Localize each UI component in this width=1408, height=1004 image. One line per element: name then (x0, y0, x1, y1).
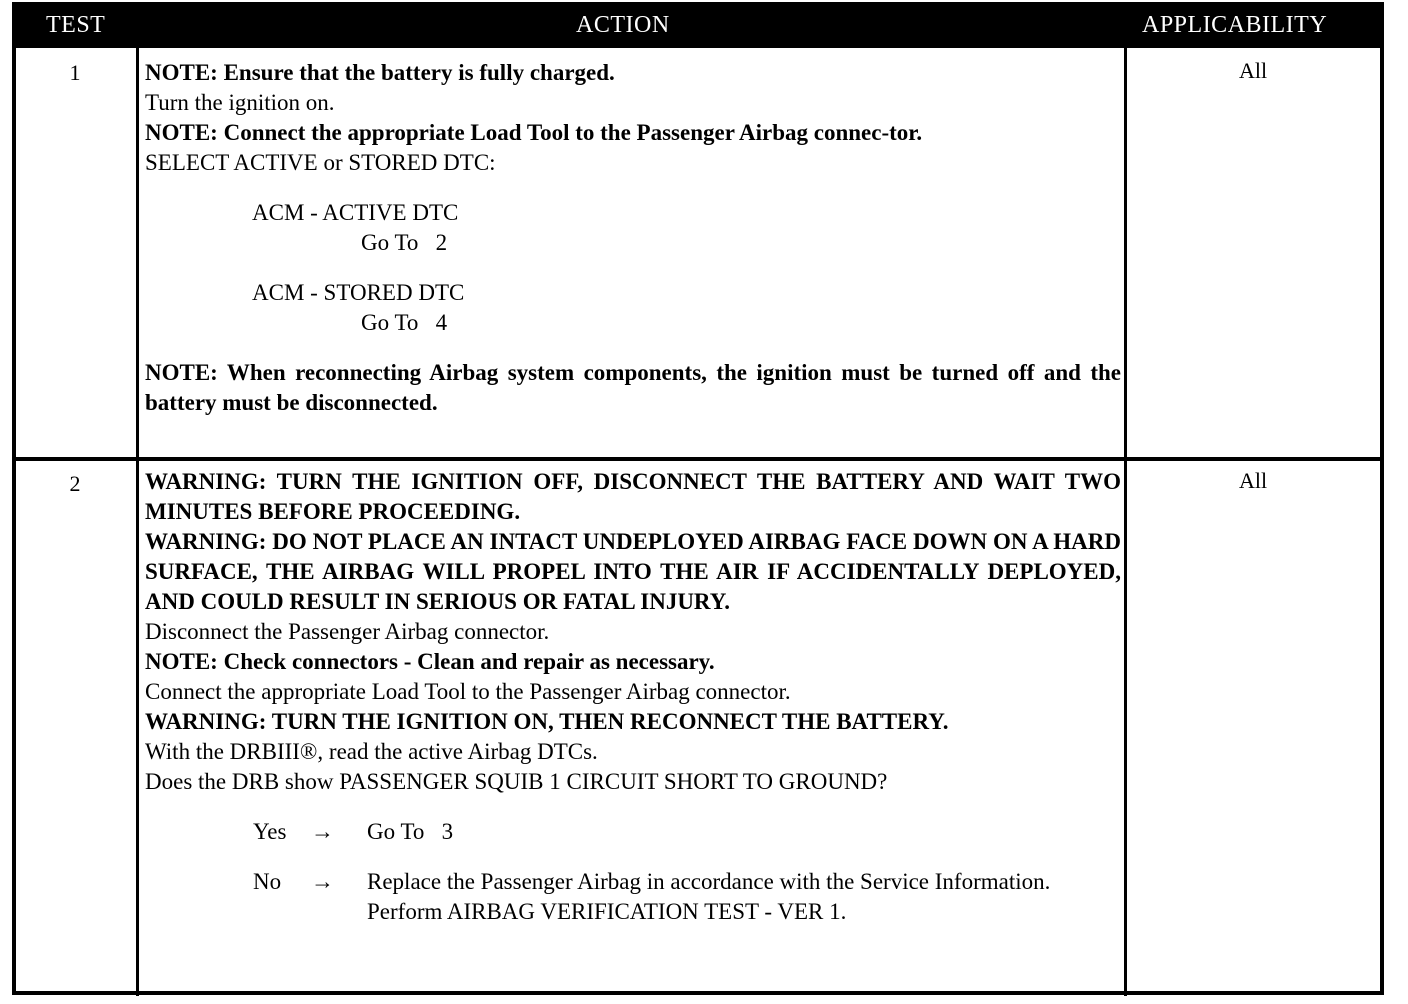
action-cell-2 (145, 467, 1121, 927)
header-applicability: APPLICABILITY (1142, 12, 1328, 38)
row-divider (16, 457, 1380, 461)
instruction: With the DRBIII®, read the active Airbag DTCs. (145, 739, 598, 764)
applicability-2: All (1238, 468, 1268, 493)
question: Does the DRB show PASSENGER SQUIB 1 CIRCUIT SHORT TO GROUND? (145, 769, 888, 794)
yes-label: Yes (253, 819, 287, 844)
column-divider (136, 46, 139, 996)
header-test: TEST (46, 12, 106, 38)
column-divider (1124, 46, 1127, 996)
no-label: No (253, 869, 282, 894)
verification-instruction: Perform AIRBAG VERIFICATION TEST - VER 1. (367, 899, 847, 924)
warning: WARNING: TURN THE IGNITION OFF, DISCONNECT THE BATTERY AND WAIT TWO MINUTES BEFORE PROCEEDING. (145, 469, 1121, 524)
warning: WARNING: DO NOT PLACE AN INTACT UNDEPLOYED AIRBAG FACE DOWN ON A HARD SURFACE, THE AIRBAG WILL PROPEL INTO THE AIR IF ACCIDENTALLY DEPLOYED, AND COULD RESULT IN SERIOUS OR FATAL INJURY. (145, 529, 1121, 614)
warning: WARNING: TURN THE IGNITION ON, THEN RECONNECT THE BATTERY. (145, 709, 949, 734)
test-number-2: 2 (69, 471, 81, 496)
arrow-right-icon: → (311, 819, 334, 844)
goto-link[interactable]: Go To 3 (367, 819, 454, 844)
arrow-right-icon: → (311, 869, 334, 894)
test-number-1: 1 (69, 60, 81, 85)
applicability-1: All (1238, 58, 1268, 83)
goto-link[interactable]: Go To 4 (361, 310, 448, 335)
instruction: Connect the appropriate Load Tool to the Passenger Airbag connector. (145, 679, 791, 704)
option-label: ACM - ACTIVE DTC (252, 200, 459, 225)
instruction: Turn the ignition on. (145, 90, 335, 115)
action-cell-1 (145, 58, 1121, 418)
note: NOTE: Ensure that the battery is fully charged. (145, 60, 615, 85)
note: NOTE: When reconnecting Airbag system components, the ignition must be turned off and the battery must be disconnected. (145, 360, 1121, 415)
goto-link[interactable]: Go To 2 (361, 230, 448, 255)
header-action: ACTION (576, 12, 670, 38)
no-branch (145, 867, 1121, 927)
replace-instruction: Replace the Passenger Airbag in accordance with the Service Information. (367, 869, 1051, 894)
no-branch-text (367, 867, 1121, 927)
instruction: SELECT ACTIVE or STORED DTC: (145, 150, 496, 175)
option-label: ACM - STORED DTC (252, 280, 465, 305)
table-header (16, 6, 1380, 48)
note: NOTE: Connect the appropriate Load Tool to the Passenger Airbag connec-tor. (145, 120, 923, 145)
diagnostic-table (12, 2, 1384, 995)
yes-branch (145, 817, 1121, 847)
instruction: Disconnect the Passenger Airbag connector. (145, 619, 550, 644)
note: NOTE: Check connectors - Clean and repair as necessary. (145, 649, 715, 674)
